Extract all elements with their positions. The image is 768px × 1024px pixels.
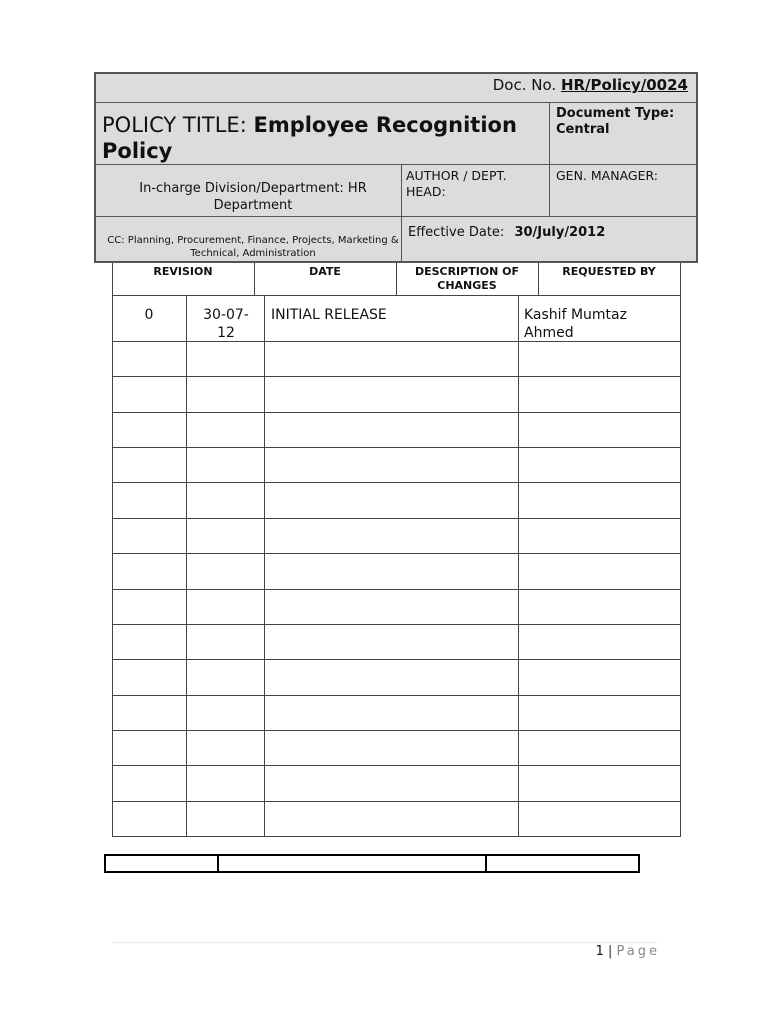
- cell-requested-by: Kashif Mumtaz Ahmed: [524, 307, 627, 341]
- table-border: [112, 263, 113, 837]
- column-header-requested-by: REQUESTED BY: [562, 265, 656, 278]
- table-row: [112, 482, 681, 483]
- cell-date: 30-07-12: [203, 307, 249, 341]
- table-row: [112, 659, 681, 660]
- page-label: Page: [616, 944, 660, 959]
- doc-number: [493, 76, 688, 94]
- cell-description: INITIAL RELEASE: [271, 307, 387, 323]
- cell-revision: 0: [144, 307, 154, 323]
- table-border: [396, 263, 397, 295]
- document-type: [556, 106, 696, 138]
- table-row: [112, 695, 681, 696]
- header-divider: [96, 164, 696, 165]
- footer-blank-row: [104, 854, 640, 873]
- gen-manager: GEN. MANAGER:: [556, 168, 658, 183]
- table-row: [112, 553, 681, 554]
- table-row: [112, 376, 681, 377]
- table-row: [112, 730, 681, 731]
- cc-list: CC: Planning, Procurement, Finance, Projects, Marketing & Technical, Administration: [107, 235, 399, 259]
- page-number-value: 1: [595, 944, 604, 959]
- header-divider: [96, 102, 696, 103]
- page-number: [580, 944, 660, 959]
- effective-date-label: Effective Date:: [408, 225, 505, 240]
- effective-date: [408, 225, 693, 240]
- page-separator: |: [607, 944, 613, 959]
- table-border: [112, 295, 681, 296]
- table-border: [485, 856, 487, 871]
- table-row: [112, 518, 681, 519]
- author-dept-head: AUTHOR / DEPT. HEAD:: [406, 168, 507, 199]
- column-header-description: DESCRIPTION OF CHANGES: [414, 265, 520, 292]
- policy-header-block: [94, 72, 698, 263]
- incharge-division: In-charge Division/Department: HR Department: [139, 181, 367, 213]
- table-row: [112, 624, 681, 625]
- column-header-revision: REVISION: [153, 265, 213, 278]
- policy-title-label: POLICY TITLE:: [102, 113, 247, 137]
- table-row: [112, 765, 681, 766]
- policy-title: [102, 112, 552, 164]
- doc-number-value: HR/Policy/0024: [560, 76, 688, 94]
- table-row: [112, 801, 681, 802]
- table-border: [217, 856, 219, 871]
- column-header-date: DATE: [309, 265, 341, 278]
- effective-date-value: 30/July/2012: [514, 225, 606, 240]
- table-row: [112, 447, 681, 448]
- document-type-label: Document Type:: [556, 106, 675, 121]
- document-type-value: Central: [556, 122, 610, 137]
- table-border: [680, 263, 681, 837]
- revision-table: [112, 263, 681, 837]
- footer-divider: [112, 942, 657, 943]
- table-row: [112, 589, 681, 590]
- doc-number-label: Doc. No.: [492, 76, 557, 94]
- table-row: [112, 836, 681, 837]
- policy-title-value: Employee Recognition Policy: [102, 113, 517, 163]
- table-row: [112, 412, 681, 413]
- header-divider: [96, 216, 696, 217]
